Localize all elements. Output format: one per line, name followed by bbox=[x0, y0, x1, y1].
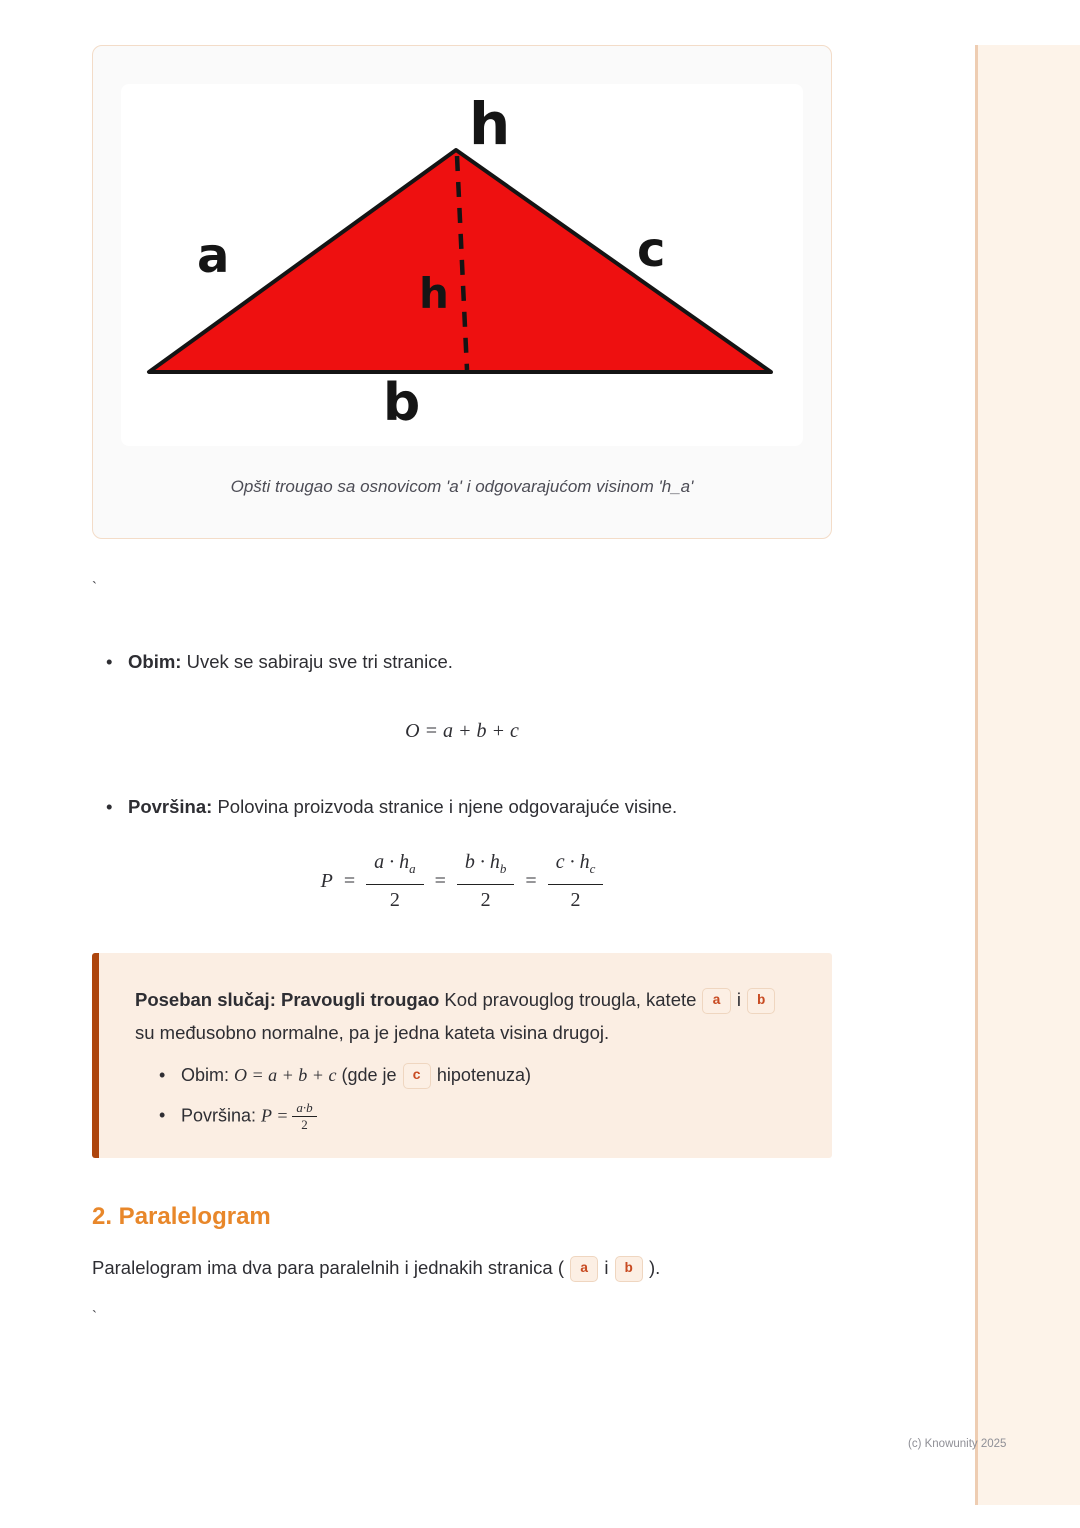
callout-items bbox=[135, 1061, 800, 1132]
stray-backtick: ` bbox=[92, 1308, 97, 1325]
inline-math: P = bbox=[261, 1105, 289, 1126]
callout-lead-text: Kod pravouglog trougla, katete bbox=[439, 989, 697, 1010]
paragraph-end: ). bbox=[648, 1257, 661, 1278]
equals-sign: = bbox=[343, 869, 356, 892]
code-chip-a: a bbox=[702, 988, 730, 1014]
triangle-diagram bbox=[121, 84, 801, 446]
code-chip-a: a bbox=[570, 1256, 598, 1282]
list-item-obim bbox=[106, 648, 832, 676]
document-content bbox=[92, 0, 832, 1325]
figure-caption: Opšti trougao sa osnovicom 'a' i odgovarajućom visinom 'h_a' bbox=[230, 477, 694, 496]
equals-sign: = bbox=[525, 869, 537, 892]
area-formula bbox=[92, 851, 832, 911]
list-item-povrsina bbox=[106, 793, 832, 821]
fraction-b bbox=[457, 851, 515, 911]
fraction-denominator: 2 bbox=[389, 889, 400, 911]
callout-item-obim bbox=[159, 1061, 800, 1089]
code-chip-b: b bbox=[615, 1256, 643, 1282]
list-item-text bbox=[128, 648, 453, 676]
callout-item-text: Obim: O = a + b + c (gde je c hipotenuza) bbox=[181, 1061, 531, 1089]
small-fraction: $\frac{a\cdot b}{2}$ bbox=[292, 1101, 316, 1132]
fraction-c bbox=[548, 851, 604, 911]
label-side-a: a bbox=[197, 228, 230, 284]
povrsina-label: Površina: bbox=[128, 796, 213, 817]
page-edge-strip bbox=[975, 45, 1080, 1505]
triangle-figure-card bbox=[92, 45, 832, 539]
label-height-h: h bbox=[419, 269, 449, 318]
callout-item-text: Površina: P = $\frac{a\cdot b}{2}$ bbox=[181, 1101, 317, 1132]
label-base-b: b bbox=[383, 373, 421, 433]
bullet-marker: • bbox=[159, 1105, 166, 1125]
fraction-numerator: $c \cdot h_c$ bbox=[548, 851, 604, 885]
fraction-denominator: 2 bbox=[480, 889, 491, 911]
code-chip-b: b bbox=[747, 988, 775, 1014]
conjunction: i bbox=[604, 1257, 609, 1278]
inline-math: O = a + b + c bbox=[234, 1065, 337, 1085]
special-case-callout bbox=[92, 953, 832, 1158]
triangle-figure bbox=[121, 84, 803, 446]
equals-sign: = bbox=[434, 869, 446, 892]
fraction-numerator: $b \cdot h_b$ bbox=[457, 851, 515, 885]
obim-label: Obim: bbox=[128, 651, 182, 672]
bullet-marker: • bbox=[106, 796, 113, 817]
callout-lead bbox=[135, 983, 800, 1049]
paragraph-text: Paralelogram ima dva para paralelnih i jednakih stranica ( bbox=[92, 1257, 564, 1278]
stray-backtick: ` bbox=[92, 579, 97, 596]
callout-lead-tail: su međusobno normalne, pa je jedna kateta visina drugoj. bbox=[135, 1022, 610, 1043]
label-side-c: c bbox=[637, 222, 666, 278]
callout-title: Poseban slučaj: Pravougli trougao bbox=[135, 989, 440, 1010]
povrsina-text: Polovina proizvoda stranice i njene odgovarajuće visine. bbox=[212, 796, 678, 817]
fraction-denominator: 2 bbox=[570, 889, 581, 911]
fraction-a bbox=[366, 851, 424, 911]
section-paragraph bbox=[92, 1254, 832, 1282]
bullet-marker: • bbox=[106, 651, 113, 672]
conjunction: i bbox=[736, 989, 741, 1010]
label-apex-h: h bbox=[469, 90, 511, 158]
area-lhs: P bbox=[320, 869, 333, 892]
perimeter-formula: O = a + b + c bbox=[405, 720, 519, 742]
fraction-numerator: $a \cdot h_a$ bbox=[366, 851, 424, 885]
bullet-marker: • bbox=[159, 1065, 166, 1085]
footer-copyright: (c) Knowunity 2025 bbox=[908, 1438, 1007, 1450]
code-chip-c: c bbox=[403, 1063, 431, 1089]
obim-text: Uvek se sabiraju sve tri stranice. bbox=[181, 651, 453, 672]
section-heading-paralelogram: 2. Paralelogram bbox=[92, 1203, 271, 1230]
list-item-text bbox=[128, 793, 677, 821]
callout-item-povrsina bbox=[159, 1101, 800, 1132]
